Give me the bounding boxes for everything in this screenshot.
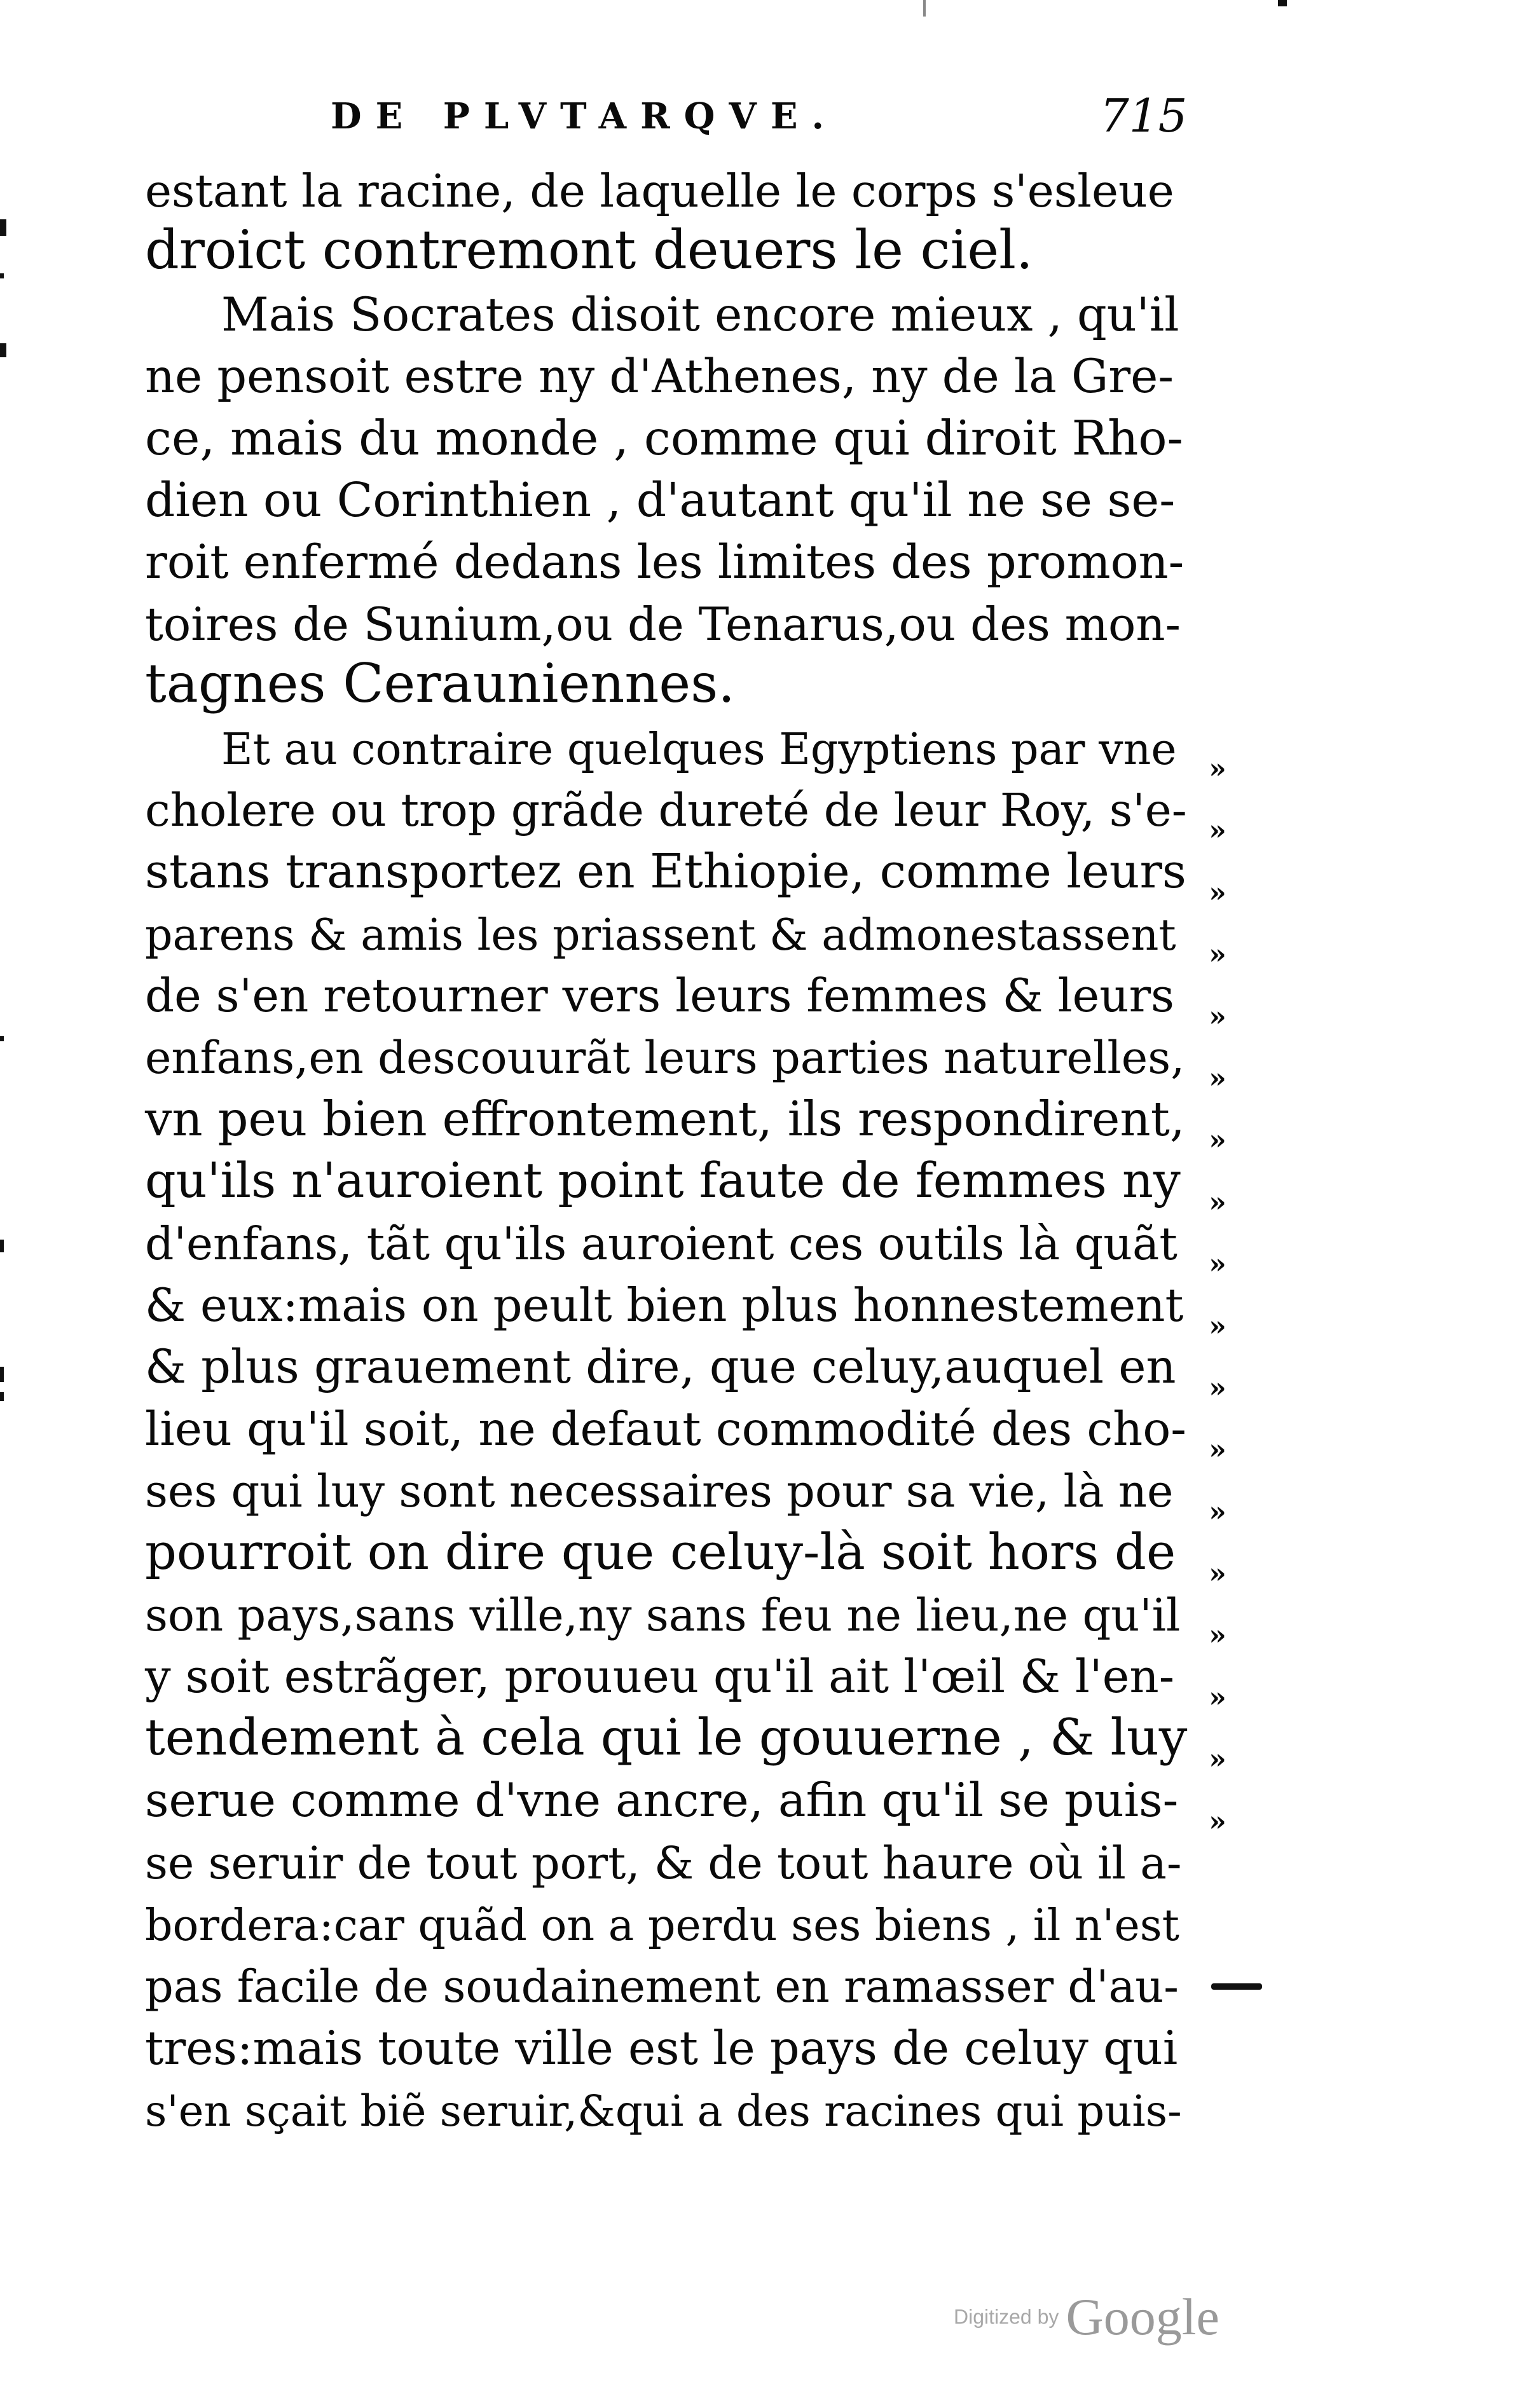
text-line-content: pas facile de soudainement en ramasser d'au-: [145, 1960, 1179, 2013]
text-line: [145, 343, 1200, 405]
text-line: [145, 1148, 1200, 1210]
quote-mark: »: [1209, 1371, 1226, 1404]
quote-mark: »: [1209, 814, 1226, 847]
quote-mark: »: [1209, 876, 1226, 909]
text-line-content: serue comme d'vne ancre, afin qu'il se puis-: [145, 1774, 1179, 1828]
text-line: [145, 1582, 1200, 1643]
text-line: [145, 1953, 1200, 2015]
text-line-content: lieu qu'il soit, ne defaut commodité des cho-: [145, 1402, 1186, 1456]
text-line: [145, 1086, 1200, 1148]
text-line: [145, 1458, 1200, 1519]
digitized-by-watermark: [954, 2287, 1219, 2347]
quote-mark: »: [1209, 1557, 1226, 1591]
text-line-content: s'en sçait biẽ seruir,&qui a des racines qui puis-: [145, 2086, 1182, 2137]
text-line-content: ce, mais du monde , comme qui diroit Rho-: [145, 409, 1183, 466]
quote-mark: »: [1209, 1062, 1226, 1095]
text-line: [145, 653, 1200, 715]
running-title: DE PLVTARQVE.: [331, 95, 839, 137]
text-line-content: & plus grauement dire, que celuy,auquel en: [145, 1340, 1176, 1395]
quote-mark: »: [1209, 1186, 1226, 1219]
text-line: [145, 777, 1200, 838]
text-line-content: se seruir de tout port, & de tout haure où il a-: [145, 1837, 1182, 1889]
text-line: [145, 591, 1200, 653]
page-number: 715: [1100, 89, 1188, 142]
text-line: [145, 1396, 1200, 1458]
marginal-quote-marks: [1198, 738, 1237, 1852]
text-line: [145, 529, 1200, 591]
text-line-content: droict contremont deuers le ciel.: [145, 219, 1033, 282]
text-line-content: bordera:car quãd on a perdu ses biens , il n'est: [145, 1900, 1179, 1951]
text-line-content: tagnes Cerauniennes.: [145, 652, 735, 715]
quote-mark: »: [1209, 1000, 1226, 1033]
digitized-label: Digitized by: [954, 2305, 1059, 2329]
quote-mark: »: [1209, 1248, 1226, 1281]
text-line: [145, 1830, 1200, 1891]
body-text: [145, 158, 1200, 2139]
quote-mark: »: [1209, 1681, 1226, 1714]
text-line: [145, 1643, 1200, 1705]
quote-mark: »: [1209, 1124, 1226, 1157]
text-line-content: ses qui luy sont necessaires pour sa vie, là ne: [145, 1465, 1174, 1518]
text-line: [145, 158, 1200, 219]
page-edge-mark: [923, 0, 926, 17]
text-line: [145, 1520, 1200, 1582]
text-line-content: pourroit on dire que celuy-là soit hors de: [145, 1523, 1176, 1581]
text-line: [145, 467, 1200, 529]
text-line: [145, 406, 1200, 467]
quote-mark: »: [1209, 1743, 1226, 1776]
text-line-content: tres:mais toute ville est le pays de celuy qui: [145, 2021, 1178, 2076]
text-line: [145, 1706, 1200, 1767]
margin-dash-mark: [1211, 1983, 1262, 1990]
text-line: [145, 282, 1200, 343]
text-line: [145, 962, 1200, 1024]
text-line-content: tendement à cela qui le gouuerne , & luy: [145, 1707, 1188, 1767]
quote-mark: »: [1209, 753, 1226, 785]
quote-mark: »: [1209, 1433, 1226, 1467]
text-line: [145, 1334, 1200, 1395]
text-line-content: & eux:mais on peult bien plus honnestement: [145, 1278, 1184, 1332]
text-line-content: parens & amis les priassent & admonestassent: [145, 910, 1176, 961]
text-line: [145, 1891, 1200, 1953]
text-line: [145, 2077, 1200, 2138]
page-edge-mark: [1278, 0, 1287, 6]
text-line-content: ne pensoit estre ny d'Athenes, ny de la Gre-: [145, 350, 1174, 404]
text-line-content: son pays,sans ville,ny sans feu ne lieu,ne qu'il: [145, 1589, 1181, 1641]
text-line: [145, 2015, 1200, 2077]
text-line-content: de s'en retourner vers leurs femmes & leurs: [145, 969, 1174, 1023]
text-line-content: d'enfans, tãt qu'ils auroient ces outils là quãt: [145, 1217, 1177, 1270]
text-line: [145, 715, 1200, 777]
text-line-content: y soit estrãger, prouueu qu'il ait l'œil & l'en-: [145, 1650, 1175, 1704]
text-line-content: stans transportez en Ethiopie, comme leurs: [145, 844, 1186, 900]
quote-mark: »: [1209, 1495, 1226, 1528]
google-logo: Google: [1066, 2288, 1219, 2346]
text-line: [145, 219, 1200, 281]
quote-mark: »: [1209, 1805, 1226, 1838]
quote-mark: »: [1209, 1310, 1226, 1343]
text-line-content: toires de Sunium,ou de Tenarus,ou des mon-: [145, 597, 1181, 651]
quote-mark: »: [1209, 938, 1226, 971]
text-line: [145, 1767, 1200, 1829]
text-line-content: Mais Socrates disoit encore mieux , qu'il: [221, 287, 1179, 342]
text-line-content: dien ou Corinthien , d'autant qu'il ne se se-: [145, 472, 1176, 528]
text-line: [145, 1024, 1200, 1086]
text-line-content: roit enfermé dedans les limites des promon-: [145, 535, 1184, 590]
text-line-content: estant la racine, de laquelle le corps s'esleue: [145, 165, 1174, 217]
text-line-content: Et au contraire quelques Egyptiens par vne: [221, 724, 1177, 775]
text-line: [145, 1210, 1200, 1272]
text-line-content: qu'ils n'auroient point faute de femmes ny: [145, 1152, 1181, 1209]
text-line-content: vn peu bien effrontement, ils respondirent,: [145, 1090, 1185, 1147]
text-line: [145, 838, 1200, 900]
text-line-content: enfans,en descouurãt leurs parties naturelles,: [145, 1032, 1185, 1084]
text-line: [145, 901, 1200, 962]
text-line: [145, 1272, 1200, 1334]
text-line-content: cholere ou trop grãde dureté de leur Roy, s'e-: [145, 783, 1187, 837]
quote-mark: »: [1209, 1619, 1226, 1652]
